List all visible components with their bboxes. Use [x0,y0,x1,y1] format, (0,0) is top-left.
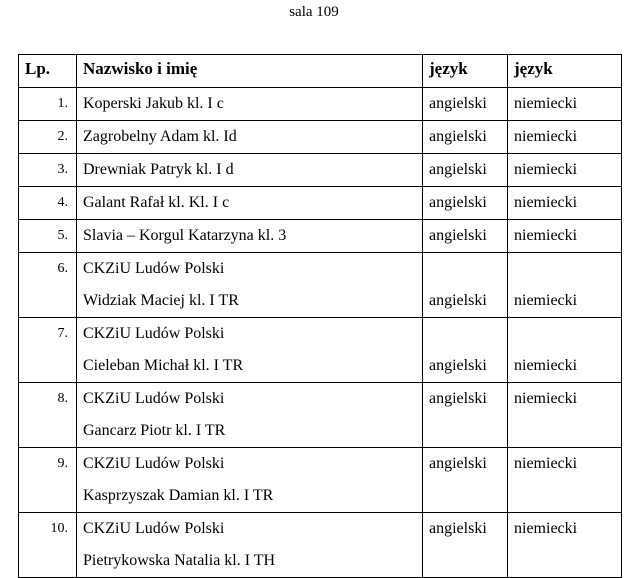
student-name-cell [77,187,423,220]
language-1-cell [423,448,508,513]
language-2-cell [508,448,622,513]
student-name-cell [77,220,423,253]
table-row [19,154,622,187]
student-name: Widziak Maciej kl. I TR [83,292,239,309]
language-1: angielski [429,227,487,244]
student-name: Galant Rafał kl. Kl. I c [83,194,230,211]
language-2: niemiecki [514,520,578,537]
language-2-cell [508,187,622,220]
table-row [19,88,622,121]
table-row [19,220,622,253]
language-2: niemiecki [514,390,578,407]
language-2: niemiecki [514,194,578,211]
student-language-table [18,54,622,578]
student-name: Kasprzyszak Damian kl. I TR [83,487,274,504]
student-name-cell [77,513,423,578]
language-1: angielski [429,520,487,537]
header-language-2: język [508,55,622,88]
language-1: angielski [429,95,487,112]
student-name: Cieleban Michał kl. I TR [83,357,244,374]
student-name: Zagrobelny Adam kl. Id [83,128,237,145]
table-row [19,187,622,220]
room-caption: sala 109 [289,4,339,20]
student-name-cell [77,121,423,154]
row-number: 4. [19,187,77,220]
table-row [19,513,622,578]
student-name-cell [77,318,423,383]
language-2: niemiecki [514,292,578,309]
row-number: 1. [19,88,77,121]
student-name: Slavia – Korgul Katarzyna kl. 3 [83,227,287,244]
header-lp: Lp. [19,55,77,88]
row-number: 10. [19,513,77,578]
language-1-cell [423,253,508,318]
table-body [19,88,622,578]
language-1: angielski [429,357,487,374]
language-2: niemiecki [514,161,578,178]
language-2-cell [508,383,622,448]
language-1-cell [423,220,508,253]
student-name-cell [77,88,423,121]
student-name-cell [77,154,423,187]
student-name: Koperski Jakub kl. I c [83,95,224,112]
empty-line [514,253,615,285]
school-name: CKZiU Ludów Polski [83,260,225,277]
language-2: niemiecki [514,227,578,244]
language-1-cell [423,154,508,187]
student-name-cell [77,383,423,448]
language-1-cell [423,121,508,154]
table-header-row [19,55,622,88]
language-1: angielski [429,390,487,407]
school-name: CKZiU Ludów Polski [83,325,225,342]
language-1: angielski [429,194,487,211]
language-2: niemiecki [514,128,578,145]
empty-line [514,318,615,350]
language-1: angielski [429,161,487,178]
student-name: Drewniak Patryk kl. I d [83,161,234,178]
table-row [19,318,622,383]
language-2-cell [508,121,622,154]
language-2-cell [508,88,622,121]
language-2-cell [508,220,622,253]
language-2-cell [508,318,622,383]
language-1-cell [423,88,508,121]
row-number: 6. [19,253,77,318]
language-1-cell [423,383,508,448]
table-row [19,383,622,448]
school-name: CKZiU Ludów Polski [83,455,225,472]
table-row [19,253,622,318]
language-1-cell [423,187,508,220]
language-2: niemiecki [514,357,578,374]
student-name-cell [77,448,423,513]
row-number: 5. [19,220,77,253]
language-1: angielski [429,292,487,309]
empty-line [429,253,501,285]
empty-line [429,318,501,350]
school-name: CKZiU Ludów Polski [83,520,225,537]
row-number: 3. [19,154,77,187]
row-number: 2. [19,121,77,154]
language-2: niemiecki [514,455,578,472]
language-1-cell [423,513,508,578]
language-2-cell [508,154,622,187]
school-name: CKZiU Ludów Polski [83,390,225,407]
student-name: Pietrykowska Natalia kl. I TH [83,552,276,569]
table-row [19,121,622,154]
language-2-cell [508,513,622,578]
language-1: angielski [429,128,487,145]
header-name: Nazwisko i imię [77,55,423,88]
language-1-cell [423,318,508,383]
language-2-cell [508,253,622,318]
student-name: Gancarz Piotr kl. I TR [83,422,226,439]
table-row [19,448,622,513]
row-number: 7. [19,318,77,383]
language-2: niemiecki [514,95,578,112]
row-number: 8. [19,383,77,448]
language-1: angielski [429,455,487,472]
row-number: 9. [19,448,77,513]
student-name-cell [77,253,423,318]
header-language-1: język [423,55,508,88]
